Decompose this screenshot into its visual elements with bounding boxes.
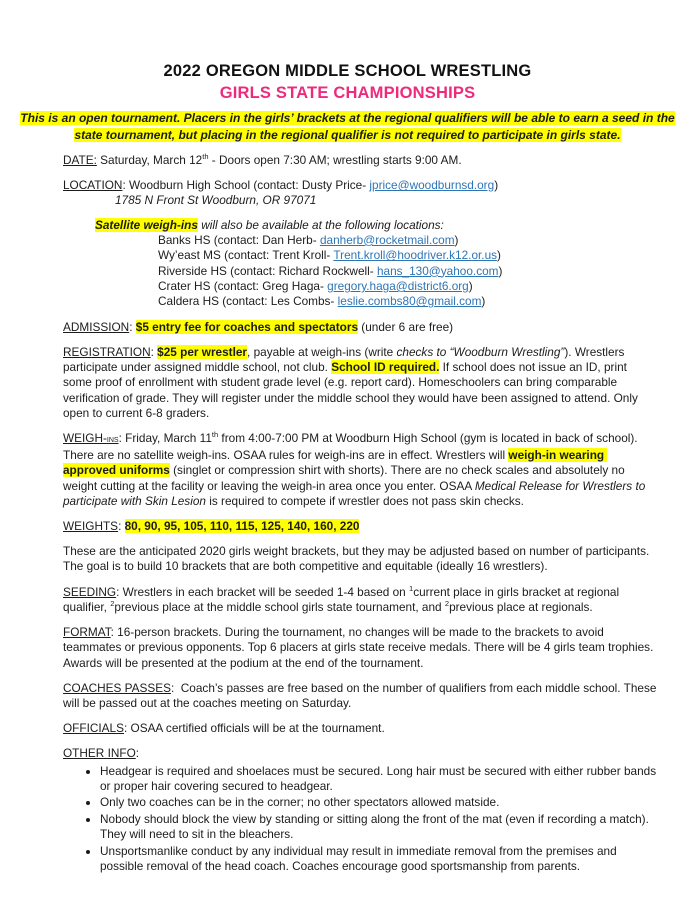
other-info-bullet: • Only two coaches can be in the corner; no other spectators allowed matside. — [100, 795, 660, 810]
seeding-text-2: current place in girls bracket at regional qualifier, — [63, 584, 623, 614]
officials-line — [63, 721, 657, 736]
school-text: Caldera HS (contact: Les Combs- — [158, 294, 338, 309]
seeding-text-4: previous place at regionals. — [449, 599, 593, 614]
registration-text-2: ). Wrestlers participate under assigned middle school, not club. — [63, 345, 628, 375]
school-text-end: ) — [454, 232, 459, 247]
registration-checks-italic: checks to “Woodburn Wrestling” — [396, 345, 565, 360]
superscript-2: 2 — [110, 598, 115, 608]
email-link[interactable]: leslie.combs80@gmail.com — [337, 294, 482, 309]
registration-text-1: , payable at weigh-ins (write — [247, 345, 397, 360]
satellite-location-item — [158, 279, 658, 294]
satellite-location-item — [158, 248, 658, 263]
banner-text: This is an open tournament. Placers in the girls’ brackets at the regional qualifiers will be able to earn a seed in the state tournament, but placing in the regional qualifier is not required to participate in girls state. — [20, 111, 675, 142]
email-link[interactable]: hans_130@yahoo.com — [376, 263, 499, 278]
weighins-text-1: : Friday, March 11 — [118, 431, 212, 446]
seeding-label: SEEDING — [63, 584, 117, 599]
open-tournament-banner — [8, 110, 687, 143]
format-text: : 16-person brackets. During the tournament, no changes will be made to the brackets to avoid teammates or previous opponents. Top 6 placers at girls state receive medals. There will be 4 girls team trophies. Awards will be presented at the podium at the end of the tournament. — [63, 625, 656, 670]
seeding-text-3: previous place at the middle school girls state tournament, and — [114, 599, 445, 614]
superscript-3: 2 — [444, 598, 450, 608]
location-text-2: ) — [494, 178, 499, 193]
satellite-location-item — [158, 264, 658, 279]
page-title: 2022 OREGON MIDDLE SCHOOL WRESTLING — [163, 62, 532, 80]
admission-line — [63, 320, 657, 335]
coaches-passes-paragraph — [63, 680, 660, 711]
registration-colon: : — [150, 345, 158, 360]
weighins-label-main: WEIGH- — [63, 431, 107, 446]
coaches-passes-text: : Coach’s passes are free based on the number of qualifiers from each middle school. These will be passed out at the coaches meeting on Saturday. — [63, 680, 660, 710]
superscript-1: 1 — [409, 583, 414, 593]
admission-highlight: $5 entry fee for coaches and spectators — [135, 319, 359, 334]
registration-paragraph — [63, 345, 657, 421]
email-link[interactable]: Trent.kroll@hoodriver.k12.or.us — [333, 248, 498, 263]
ordinal-suffix: th — [202, 152, 209, 162]
coaches-passes-label: COACHES PASSES — [63, 680, 171, 695]
school-text-end: ) — [468, 279, 473, 294]
school-text-end: ) — [481, 294, 486, 309]
other-info-bullet: • Unsportsmanlike conduct by any individual may result in immediate removal from the premises and possible removal of the head coach. Coaches encourage good sportsmanship from parents. — [100, 844, 660, 874]
registration-text-3: If school does not issue an ID, print some proof of enrollment with student grade level (e.g. report card). Homeschoolers can bring comparable verification of grade. They will register under the middle school they would have been assigned to attend. Only open to current 6-8 graders. — [63, 360, 642, 420]
date-text-2: - Doors open 7:30 AM; wrestling starts 9:00 AM. — [208, 153, 462, 167]
weighins-label-small: INS — [106, 437, 119, 445]
officials-text: : OSAA certified officials will be at the tournament. — [123, 721, 385, 736]
registration-fee-highlight: $25 per wrestler — [157, 345, 248, 360]
location-text-1: : Woodburn High School (contact: Dusty Price- — [122, 178, 370, 193]
satellite-location-item — [158, 233, 658, 248]
school-text-end: ) — [498, 263, 503, 278]
weighins-text-2: from 4:00-7:00 PM at Woodburn High School (gym is located in back of school). There are no satellite weigh-ins. OSAA rules for weigh-ins are in effect. Wrestlers will — [63, 431, 641, 463]
other-info-colon: : — [135, 746, 140, 761]
other-info-bullet: • Headgear is required and shoelaces must be secured. Long hair must be secured with either rubber bands or proper hair covering secured to headgear. — [100, 764, 660, 794]
satellite-location-list — [0, 233, 695, 310]
date-text-1: Saturday, March 12 — [96, 153, 203, 167]
school-text: Wy’east MS (contact: Trent Kroll- — [158, 248, 334, 263]
satellite-weighins-line — [95, 218, 655, 233]
seeding-text-1: : Wrestlers in each bracket will be seeded 1-4 based on — [116, 584, 410, 599]
school-text: Crater HS (contact: Greg Haga- — [158, 279, 328, 294]
other-info-bullet: • Nobody should block the view by standing or sitting along the front of the mat (even if recording a match). They will need to sit in the bleachers. — [100, 812, 660, 842]
officials-label: OFFICIALS — [63, 721, 124, 736]
location-line — [63, 178, 657, 193]
seeding-paragraph — [63, 585, 657, 615]
weights-line — [63, 519, 657, 534]
medical-release-italic: Medical Release for Wrestlers to participate with Skin Lesion — [63, 478, 649, 508]
registration-label: REGISTRATION — [63, 345, 151, 360]
date-label: DATE: — [63, 153, 97, 167]
weighins-paragraph — [63, 431, 657, 509]
admission-colon: : — [129, 319, 136, 334]
weights-highlight: 80, 90, 95, 105, 110, 115, 125, 140, 160, 220 — [124, 519, 360, 534]
brackets-note: These are the anticipated 2020 girls weight brackets, but they may be adjusted based on number of participants. The goal is to build 10 brackets that are both competitive and equitable (ideally 16 wrestlers). — [63, 544, 653, 574]
location-email-link[interactable]: jprice@woodburnsd.org — [369, 178, 495, 193]
satellite-highlight: Satellite weigh-ins — [95, 217, 198, 232]
admission-label: ADMISSION — [63, 319, 130, 334]
school-id-highlight: School ID required. — [331, 360, 440, 375]
admission-text: (under 6 are free) — [358, 319, 454, 334]
uniform-highlight: weigh-in wearing approved uniforms — [63, 448, 608, 478]
school-text: Banks HS (contact: Dan Herb- — [158, 232, 320, 247]
email-link[interactable]: gregory.haga@district6.org — [327, 279, 469, 294]
format-paragraph — [63, 625, 657, 671]
location-label: LOCATION — [63, 178, 123, 193]
email-link[interactable]: danherb@rocketmail.com — [319, 232, 455, 247]
weights-colon: : — [118, 519, 125, 534]
weighins-label — [63, 431, 119, 445]
date-line — [63, 153, 657, 168]
satellite-location-item — [158, 294, 658, 309]
weights-label: WEIGHTS — [63, 519, 119, 534]
location-address: 1785 N Front St Woodburn, OR 97071 — [115, 193, 317, 208]
format-label: FORMAT — [63, 625, 111, 640]
school-text-end: ) — [497, 248, 501, 263]
satellite-text: will also be available at the following locations: — [197, 217, 444, 232]
other-info-list — [63, 764, 660, 875]
ordinal-suffix: th — [211, 430, 219, 440]
other-info-heading — [63, 746, 657, 761]
school-text: Riverside HS (contact: Richard Rockwell- — [158, 263, 377, 278]
page-subtitle: GIRLS STATE CHAMPIONSHIPS — [219, 84, 476, 102]
weighins-text-4: is required to compete if wrestler does not pass skin checks. — [205, 493, 524, 508]
weighins-text-3: (singlet or compression shirt with shorts). There are no check scales and absolutely no weight cutting at the facility or leaving the weigh-in area once you enter. OSAA — [63, 463, 628, 493]
other-info-label: OTHER INFO — [63, 746, 136, 761]
